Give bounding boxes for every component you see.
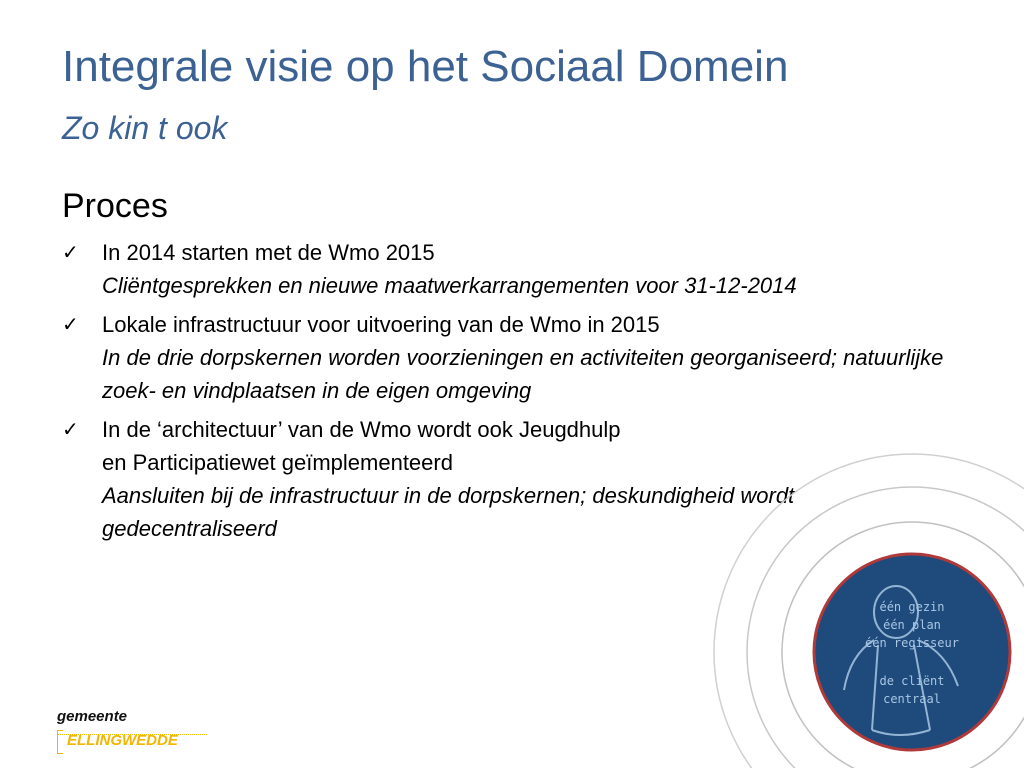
emblem-disc	[814, 554, 1010, 750]
bullet-text: In 2014 starten met de Wmo 2015	[102, 240, 435, 265]
emblem-line: centraal	[883, 692, 941, 706]
logo-divider	[57, 734, 207, 735]
emblem-line: één regisseur	[865, 636, 959, 650]
emblem-line: één gezin	[879, 600, 945, 614]
bullet-item	[62, 236, 962, 302]
municipality-logo	[57, 708, 217, 756]
checkmark-icon: ✓	[62, 417, 79, 441]
bullet-detail: In de drie dorpskernen worden voorzieningen en activiteiten georganiseerd; natuurlijke zoek- en vindplaatsen in de eigen omgeving	[102, 345, 944, 403]
bullet-detail: Aansluiten bij de infrastructuur in de dorpskernen; deskundigheid wordt gedecentraliseerd	[102, 483, 795, 541]
bullet-detail: Cliëntgesprekken en nieuwe maatwerkarrangementen voor 31-12-2014	[102, 273, 797, 298]
bullet-item	[62, 413, 802, 545]
bullet-text: Lokale infrastructuur voor uitvoering van de Wmo in 2015	[102, 312, 660, 337]
bullet-item	[62, 308, 962, 407]
bullet-text: en Participatiewet geïmplementeerd	[102, 450, 453, 475]
slide-subtitle: Zo kin t ook	[62, 110, 228, 146]
logo-line-2: ELLINGWEDDE	[67, 732, 178, 749]
emblem-line: één plan	[883, 618, 941, 632]
slide-title: Integrale visie op het Sociaal Domein	[62, 42, 789, 91]
checkmark-icon: ✓	[62, 240, 79, 264]
emblem-circles	[700, 440, 1024, 768]
logo-line-1: gemeente	[57, 708, 128, 725]
bullet-text: In de ‘architectuur’ van de Wmo wordt ook Jeugdhulp	[102, 417, 621, 442]
emblem-line: de cliënt	[879, 674, 945, 688]
checkmark-icon: ✓	[62, 312, 79, 336]
section-heading: Proces	[62, 187, 168, 225]
